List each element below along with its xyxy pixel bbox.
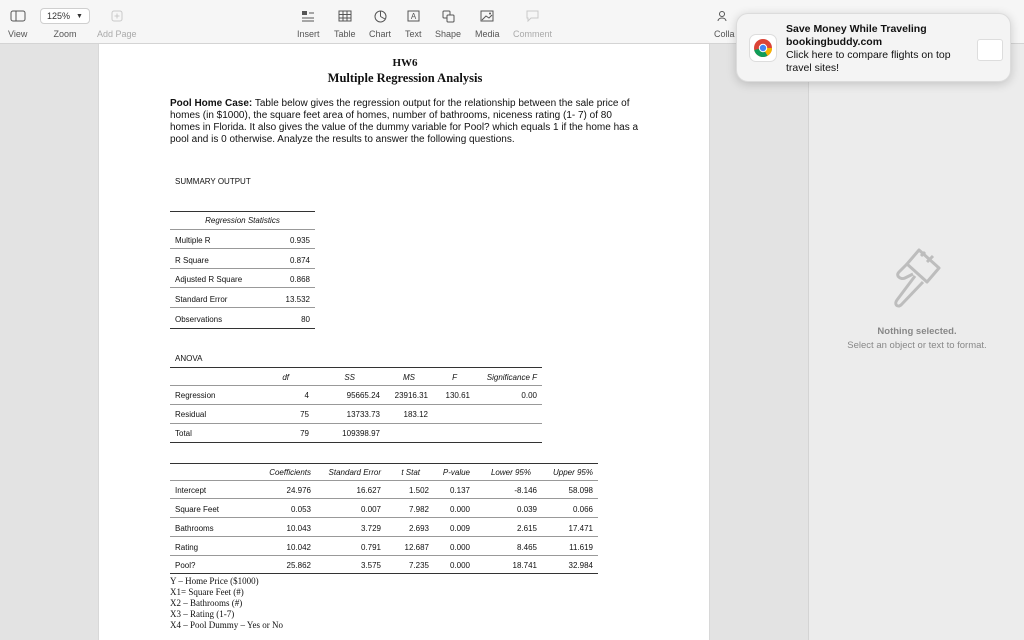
comment-icon — [526, 10, 539, 22]
coef-row-label: Intercept — [175, 486, 207, 495]
chevron-down-icon: ▼ — [76, 12, 83, 20]
text-label: Text — [405, 29, 422, 39]
row-rule — [170, 555, 598, 556]
note-line: X4 – Pool Dummy – Yes or No — [170, 620, 284, 630]
coef-bottom-rule — [170, 573, 598, 574]
coef-col-header: t Stat — [401, 468, 420, 477]
coef-col-header: Standard Error — [328, 468, 381, 477]
sidebar-view-icon — [10, 10, 26, 22]
anova-cell: 0.00 — [521, 391, 537, 400]
coef-row-label: Bathrooms — [175, 524, 214, 533]
row-rule — [170, 287, 315, 288]
comment-label: Comment — [513, 29, 553, 39]
anova-col-header: Significance F — [486, 373, 537, 382]
coef-cell: 2.615 — [516, 524, 537, 533]
row-rule — [170, 268, 315, 269]
row-rule — [170, 517, 598, 518]
coef-cell: 0.007 — [360, 505, 381, 514]
coef-row-label: Pool? — [175, 561, 196, 570]
collaborate-label: Colla — [714, 29, 735, 39]
insert-label: Insert — [297, 29, 320, 39]
coef-cell: 7.235 — [408, 561, 429, 570]
paintbrush-icon — [885, 244, 949, 316]
reg-stat-label: Adjusted R Square — [175, 275, 243, 284]
doc-subheading: Multiple Regression Analysis — [327, 71, 483, 85]
collaborate-icon — [717, 10, 731, 22]
note-line: X1= Square Feet (#) — [170, 587, 244, 597]
row-rule — [170, 404, 542, 405]
notification-title: Save Money While Traveling — [786, 23, 927, 35]
nothing-selected-subtitle: Select an object or text to format. — [847, 340, 987, 351]
coef-cell: 0.000 — [449, 543, 470, 552]
zoom-control[interactable] — [40, 6, 90, 39]
zoom-select[interactable] — [40, 8, 90, 24]
zoom-value: 125% — [47, 11, 71, 21]
reg-stat-value: 80 — [301, 315, 310, 324]
coef-col-header: P-value — [442, 468, 470, 477]
anova-cell: 109398.97 — [342, 429, 380, 438]
note-line: X3 – Rating (1-7) — [170, 609, 235, 619]
reg-stat-label: Multiple R — [175, 236, 211, 245]
coef-cell: 2.693 — [408, 524, 429, 533]
coef-cell: 10.042 — [286, 543, 311, 552]
media-button[interactable] — [475, 6, 500, 39]
anova-row-label: Total — [175, 429, 192, 438]
anova-row-label: Regression — [175, 391, 216, 400]
reg-stat-label: Observations — [175, 315, 223, 324]
variable-notes — [170, 576, 283, 631]
anova-cell: 23916.31 — [394, 391, 428, 400]
coef-cell: 0.039 — [516, 505, 537, 514]
coef-col-header: Lower 95% — [490, 468, 531, 477]
reg-stat-label: R Square — [175, 256, 209, 265]
coef-cell: 0.791 — [360, 543, 381, 552]
chrome-icon — [749, 34, 777, 62]
coef-col-header: Upper 95% — [552, 468, 593, 477]
anova-cell: 183.12 — [403, 410, 428, 419]
shape-label: Shape — [435, 29, 462, 39]
coef-row-label: Rating — [175, 543, 199, 552]
reg-stat-label: Standard Error — [175, 295, 228, 304]
format-sidebar — [808, 44, 1024, 640]
coef-cell: 3.729 — [360, 524, 381, 533]
anova-label: ANOVA — [175, 354, 203, 363]
coef-cell: 18.741 — [512, 561, 537, 570]
row-rule — [170, 248, 315, 249]
view-label: View — [8, 29, 28, 39]
text-button[interactable] — [405, 6, 422, 39]
anova-cell: 79 — [300, 429, 309, 438]
coef-cell: 0.009 — [449, 524, 470, 533]
media-icon — [480, 10, 494, 22]
reg-stats-header-rule — [170, 229, 315, 230]
coef-cell: 0.066 — [572, 505, 593, 514]
add-page-icon — [111, 10, 123, 22]
coef-cell: 12.687 — [404, 543, 429, 552]
add-page-label: Add Page — [97, 29, 137, 39]
media-label: Media — [475, 29, 500, 39]
zoom-label: Zoom — [53, 29, 77, 39]
reg-stats-top-rule — [170, 211, 315, 212]
coef-cell: 0.000 — [449, 505, 470, 514]
intro-paragraph — [170, 98, 640, 146]
anova-top-rule — [170, 367, 542, 368]
anova-cell: 75 — [300, 410, 309, 419]
coef-cell: 17.471 — [568, 524, 593, 533]
svg-text:A: A — [410, 12, 416, 21]
intro-text: Table below gives the regression output for the relationship between the sale price of homes (in $1000), the square feet area of homes, number of bathrooms, niceness rating (1- 7) of 80 homes in Florida. It also gives the value of the dummy variable for Pool? which equals 1 if the home has a pool and is 0 otherwise. Analyze the results to answer the following questions. — [170, 98, 639, 145]
coef-cell: 24.976 — [286, 486, 311, 495]
reg-stats-header: Regression Statistics — [205, 216, 280, 225]
add-page-button[interactable] — [97, 6, 137, 39]
reg-stat-value: 0.868 — [289, 275, 310, 284]
table-icon — [338, 10, 352, 22]
reg-stats-bottom-rule — [170, 328, 315, 329]
shape-button[interactable] — [435, 6, 461, 39]
intro-label: Pool Home Case: — [170, 98, 253, 109]
coef-cell: 0.000 — [449, 561, 470, 570]
insert-icon — [301, 10, 315, 22]
notification-source: bookingbuddy.com — [786, 36, 883, 48]
coef-cell: 1.502 — [408, 486, 429, 495]
collaborate-button[interactable] — [714, 6, 735, 39]
chart-icon — [374, 10, 387, 23]
anova-cell: 95665.24 — [346, 391, 380, 400]
document-page[interactable] — [98, 44, 710, 640]
anova-row-label: Residual — [175, 410, 207, 419]
row-rule — [170, 536, 598, 537]
insert-button[interactable] — [297, 6, 320, 39]
coef-header-rule — [170, 480, 598, 481]
coef-row-label: Square Feet — [175, 505, 220, 514]
nothing-selected-title: Nothing selected. — [877, 326, 957, 337]
anova-col-header: F — [452, 373, 457, 382]
coef-cell: 10.043 — [286, 524, 311, 533]
text-box-icon — [407, 10, 420, 22]
reg-stat-value: 0.935 — [289, 236, 310, 245]
anova-cell: 13733.73 — [346, 410, 380, 419]
coef-cell: 0.137 — [449, 486, 470, 495]
coef-cell: 0.053 — [290, 505, 311, 514]
summary-output-label: SUMMARY OUTPUT — [175, 177, 251, 186]
anova-col-header: MS — [403, 373, 415, 382]
coef-cell: 32.984 — [568, 561, 593, 570]
table-button[interactable] — [334, 6, 356, 39]
row-rule — [170, 307, 315, 308]
anova-col-header: SS — [344, 373, 355, 382]
anova-header-rule — [170, 385, 542, 386]
shape-icon — [442, 10, 455, 23]
coef-col-header: Coefficients — [269, 468, 311, 477]
reg-stat-value: 13.532 — [285, 295, 310, 304]
doc-heading: HW6 — [392, 57, 418, 69]
table-label: Table — [334, 29, 356, 39]
chart-button[interactable] — [369, 6, 391, 39]
coef-cell: -8.146 — [514, 486, 537, 495]
notification-body: Click here to compare flights on top travel sites! — [786, 49, 951, 74]
comment-button[interactable] — [513, 6, 552, 39]
anova-cell: 130.61 — [445, 391, 470, 400]
coef-cell: 58.098 — [568, 486, 593, 495]
row-rule — [170, 498, 598, 499]
note-line: X2 – Bathrooms (#) — [170, 598, 243, 608]
notification-thumbnail — [977, 39, 1003, 61]
coef-cell: 8.465 — [516, 543, 537, 552]
anova-cell: 4 — [304, 391, 309, 400]
coef-cell: 25.862 — [286, 561, 311, 570]
view-button[interactable] — [8, 6, 27, 39]
note-line: Y – Home Price ($1000) — [170, 576, 259, 586]
coef-top-rule — [170, 463, 598, 464]
coef-cell: 3.575 — [360, 561, 381, 570]
coef-cell: 16.627 — [356, 486, 381, 495]
coef-cell: 7.982 — [408, 505, 429, 514]
anova-col-header: df — [282, 373, 289, 382]
reg-stat-value: 0.874 — [289, 256, 310, 265]
anova-bottom-rule — [170, 442, 542, 443]
notification-banner[interactable] — [736, 13, 1011, 82]
chart-label: Chart — [369, 29, 392, 39]
coef-cell: 11.619 — [569, 543, 593, 552]
row-rule — [170, 423, 542, 424]
